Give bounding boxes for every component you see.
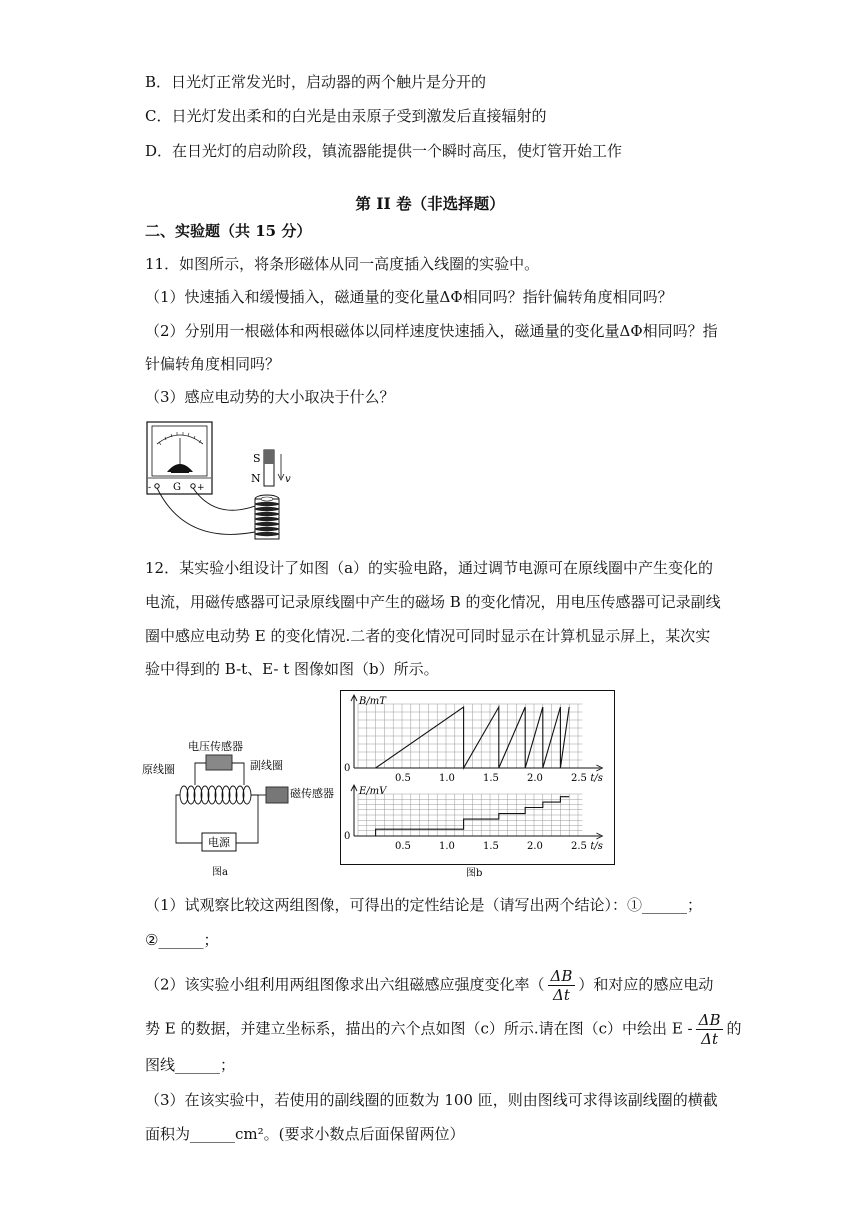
q11-sub2a: （2）分别用一根磁体和两根磁体以同样速度快速插入，磁通量的变化量ΔΦ相同吗？指: [145, 322, 718, 340]
option-b: B．日光灯正常发光时，启动器的两个触片是分开的: [145, 73, 487, 91]
magnetic-sensor-label: 磁传感器: [290, 787, 334, 800]
bt-origin-label: 0: [344, 763, 351, 774]
fraction-numerator: ΔB: [548, 967, 576, 986]
coil-windings: [180, 786, 251, 804]
q12-stem-3: 圈中感应电动势 E 的变化情况.二者的变化情况可同时显示在计算机显示屏上，某次实: [145, 627, 711, 645]
fraction-denominator-2: Δt: [701, 1030, 718, 1048]
q12-part2-b-post: 的: [726, 1019, 742, 1038]
figure-b-graphs: [340, 690, 615, 880]
q11-figure: [145, 420, 295, 545]
figure-b-caption: 图b: [466, 868, 483, 879]
galvanometer-label: G: [173, 482, 181, 493]
svg-text:-: -: [148, 483, 152, 493]
q12-part1-a: （1）试观察比较这两组图像，可得出的定性结论是（请写出两个结论）：①______；: [145, 896, 703, 914]
bt-x-label: t/s: [590, 773, 603, 784]
option-d: D．在日光灯的启动阶段，镇流器能提供一个瞬时高压，使灯管开始工作: [145, 142, 623, 160]
coil: [255, 495, 279, 539]
section-title: 第 II 卷（非选择题）: [355, 194, 505, 213]
q12-stem-1: 12．某实验小组设计了如图（a）的实验电路，通过调节电源可在原线圈中产生变化的: [145, 559, 714, 577]
voltage-sensor-label: 电压传感器: [188, 740, 243, 753]
q12-part2-b-pre: 势 E 的数据，并建立坐标系，描出的六个点如图（c）所示.请在图（c）中绘出 E -: [145, 1019, 693, 1038]
fraction-denominator: Δt: [553, 986, 570, 1004]
wire-1: [157, 488, 255, 534]
q12-part1-b: ②______；: [145, 931, 219, 949]
figure-a-caption: 图a: [212, 867, 228, 878]
et-x-label: t/s: [590, 841, 603, 852]
q12-stem-2: 电流，用磁传感器可记录原线圈中产生的磁场 B 的变化情况，用电压传感器可记录副线: [145, 593, 721, 611]
power-label: 电源: [208, 836, 230, 849]
q12-part2-a-post: ）和对应的感应电动: [578, 975, 714, 994]
bt-tick-label: 1.5: [483, 773, 499, 784]
voltage-sensor-box: [206, 755, 232, 770]
svg-text:+: +: [197, 483, 205, 493]
q11-sub2b: 针偏转角度相同吗？: [145, 355, 281, 373]
et-tick-label: 2.0: [527, 841, 543, 852]
et-tick-label: 1.5: [483, 841, 499, 852]
et-tick-label: 1.0: [439, 841, 455, 852]
et-y-label: E/mV: [359, 786, 387, 797]
rate-fraction: [548, 967, 576, 1004]
q12-part2-line1: [145, 967, 713, 1004]
q11-stem: 11．如图所示，将条形磁体从同一高度插入线圈的实验中。: [145, 255, 540, 273]
et-origin-label: 0: [344, 831, 351, 842]
q12-part2-a-pre: （2）该实验小组利用两组图像求出六组磁感应强度变化率（: [145, 975, 545, 994]
velocity-label: v: [285, 474, 291, 485]
et-tick-label: 0.5: [395, 841, 411, 852]
bt-tick-label: 2.5: [571, 773, 587, 784]
part-title: 二、实验题（共 15 分）: [145, 222, 312, 240]
primary-coil-label: 原线圈: [142, 763, 175, 776]
q12-part3-a: （3）在该实验中，若使用的副线圈的匝数为 100 匝，则由图线可求得该副线圈的横截: [145, 1091, 718, 1109]
q11-sub1: （1）快速插入和缓慢插入，磁通量的变化量ΔΦ相同吗？指针偏转角度相同吗？: [145, 288, 673, 306]
q12-part2-line2: [145, 1011, 742, 1048]
magnetic-sensor-box: [266, 787, 288, 803]
q12-part3-b: 面积为______cm²。(要求小数点后面保留两位）: [145, 1125, 465, 1143]
q11-sub3: （3）感应电动势的大小取决于什么？: [145, 388, 395, 406]
q12-stem-4: 验中得到的 B-t、E- t 图像如图（b）所示。: [145, 660, 439, 678]
magnet-s-label: S: [253, 452, 261, 465]
bt-y-label: B/mT: [359, 696, 386, 707]
option-c: C．日光灯发出柔和的白光是由汞原子受到激发后直接辐射的: [145, 107, 547, 125]
et-tick-label: 2.5: [571, 841, 587, 852]
rate-fraction-2: [696, 1011, 724, 1048]
secondary-coil-label: 副线圈: [250, 759, 283, 772]
bt-tick-label: 1.0: [439, 773, 455, 784]
fraction-numerator-2: ΔB: [696, 1011, 724, 1030]
figure-a-circuit: [140, 735, 340, 885]
magnet-n-label: N: [251, 472, 261, 485]
bt-tick-label: 2.0: [527, 773, 543, 784]
bt-tick-label: 0.5: [395, 773, 411, 784]
q12-part2-c: 图线______；: [145, 1056, 236, 1074]
